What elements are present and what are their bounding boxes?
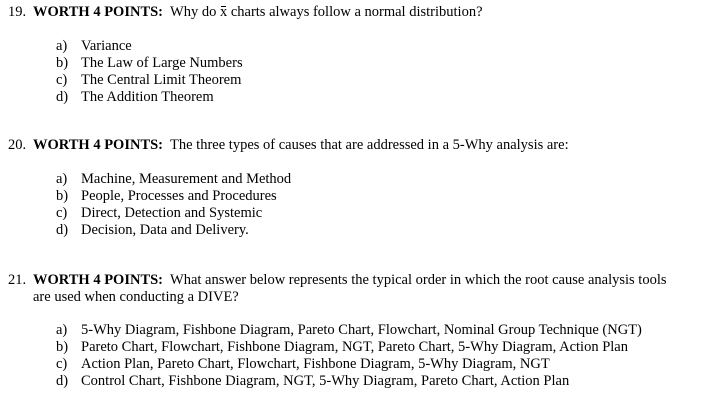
option-letter: c) — [56, 356, 68, 372]
option-letter: d) — [56, 89, 69, 105]
answer-options — [0, 38, 706, 106]
answer-option-c — [0, 356, 706, 373]
option-letter: b) — [56, 188, 69, 204]
question-21-prompt — [0, 272, 703, 306]
question-19 — [0, 4, 706, 106]
option-letter: a) — [56, 171, 68, 187]
answer-option-d — [0, 89, 706, 106]
question-20-prompt — [0, 137, 706, 154]
option-text: The Central Limit Theorem — [81, 72, 242, 88]
answer-option-a — [0, 322, 706, 339]
option-letter: a) — [56, 38, 68, 54]
answer-options — [0, 171, 706, 239]
option-letter: a) — [56, 322, 68, 338]
question-text: The three types of causes that are addressed in a 5-Why analysis are: — [170, 137, 569, 153]
option-text: Decision, Data and Delivery. — [81, 222, 249, 238]
question-points: WORTH 4 POINTS: — [33, 272, 164, 288]
answer-option-c — [0, 72, 706, 89]
option-text: The Law of Large Numbers — [81, 55, 243, 71]
option-text: Machine, Measurement and Method — [81, 171, 292, 187]
option-letter: c) — [56, 72, 68, 88]
answer-option-b — [0, 188, 706, 205]
option-text: Variance — [81, 38, 132, 54]
option-text: The Addition Theorem — [81, 89, 214, 105]
option-text: 5-Why Diagram, Fishbone Diagram, Pareto Chart, Flowchart, Nominal Group Technique (NGT) — [81, 322, 642, 338]
question-points: WORTH 4 POINTS: — [33, 4, 164, 20]
option-text: Pareto Chart, Flowchart, Fishbone Diagram, NGT, Pareto Chart, 5-Why Diagram, Action Plan — [81, 339, 628, 355]
answer-option-d — [0, 222, 706, 239]
question-number: 19. — [8, 4, 27, 20]
option-letter: b) — [56, 339, 69, 355]
question-21 — [0, 272, 706, 390]
option-letter: d) — [56, 373, 69, 389]
question-text-after: charts always follow a normal distribution? — [230, 4, 483, 20]
answer-option-a — [0, 38, 706, 55]
option-text: People, Processes and Procedures — [81, 188, 277, 204]
question-points: WORTH 4 POINTS: — [33, 137, 164, 153]
option-letter: c) — [56, 205, 68, 221]
answer-option-c — [0, 205, 706, 222]
answer-option-b — [0, 55, 706, 72]
answer-option-a — [0, 171, 706, 188]
answer-options — [0, 322, 706, 390]
question-text-before: Why do — [170, 4, 217, 20]
answer-option-d — [0, 373, 706, 390]
question-20 — [0, 137, 706, 239]
option-text: Direct, Detection and Systemic — [81, 205, 263, 221]
question-text: What answer below represents the typical order in which the root cause analysis tools are used when conducting a DIVE? — [33, 272, 667, 305]
question-19-prompt — [0, 4, 706, 21]
question-number: 21. — [8, 272, 27, 288]
question-number: 20. — [8, 137, 27, 153]
xbar-symbol: x — [219, 4, 228, 20]
option-text: Action Plan, Pareto Chart, Flowchart, Fishbone Diagram, 5-Why Diagram, NGT — [81, 356, 550, 372]
option-text: Control Chart, Fishbone Diagram, NGT, 5-Why Diagram, Pareto Chart, Action Plan — [81, 373, 570, 389]
option-letter: d) — [56, 222, 69, 238]
answer-option-b — [0, 339, 706, 356]
option-letter: b) — [56, 55, 69, 71]
